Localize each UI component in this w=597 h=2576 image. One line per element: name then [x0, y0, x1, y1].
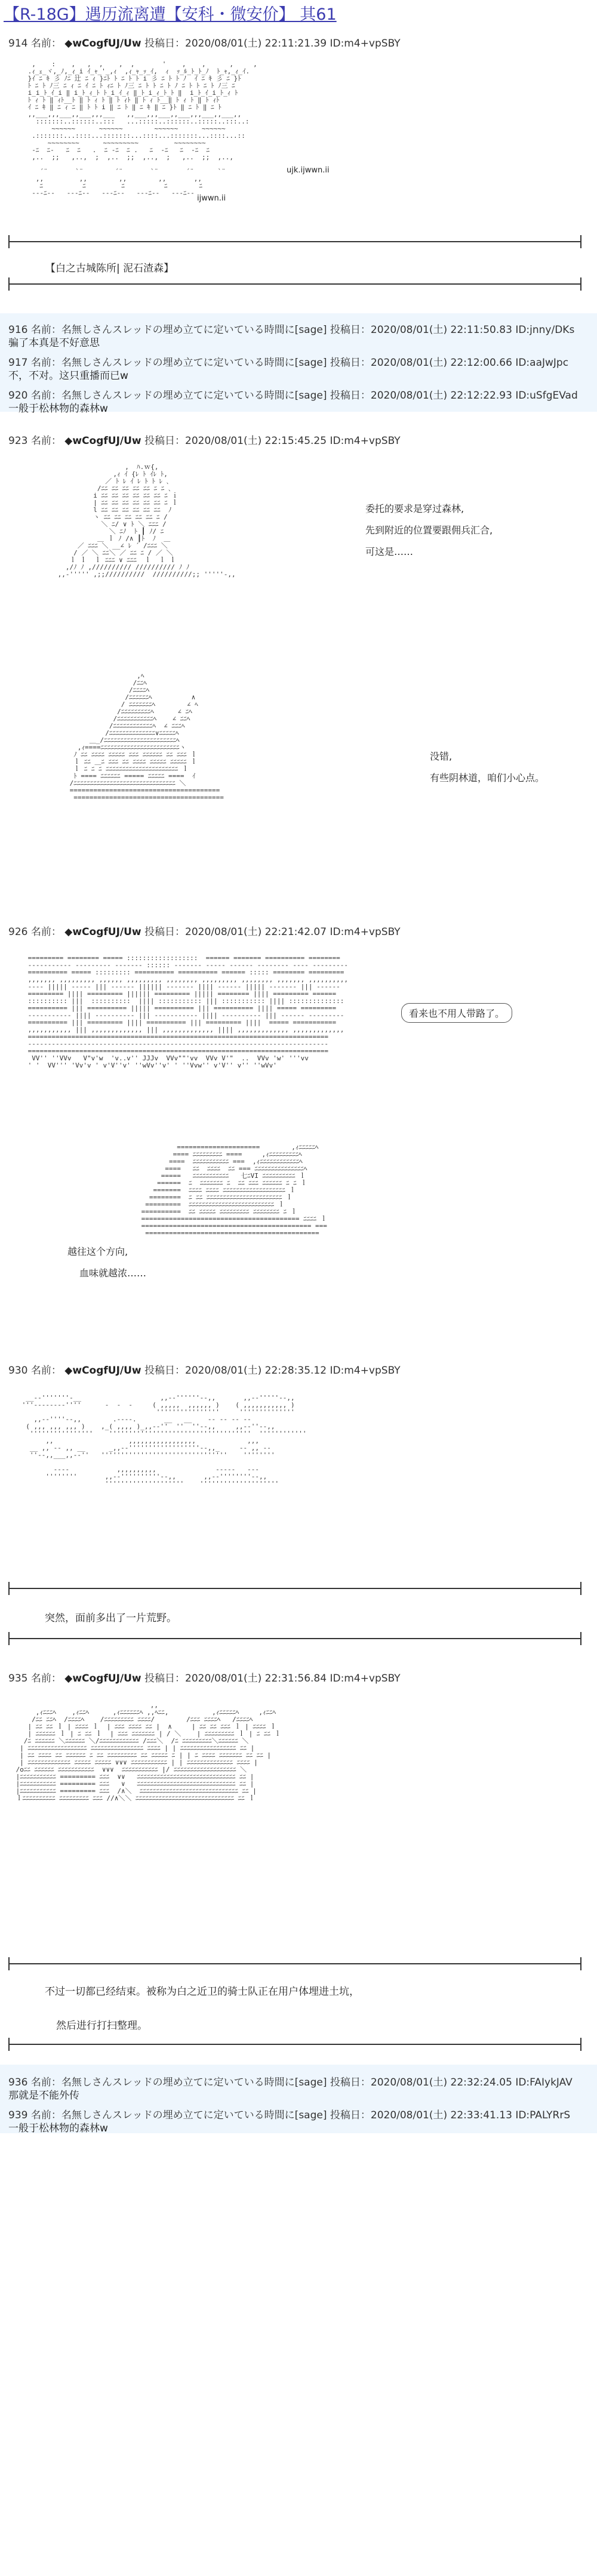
post-header-914: [8, 35, 401, 50]
post-header-923: [8, 432, 401, 447]
ascii-art-character-2: ,ﾍ /ﾆﾆﾍ /ﾆﾆﾆﾆﾍ /ﾆﾆﾆﾆﾆﾆﾍ ∧ / ﾆﾆﾆﾆﾆﾆﾆﾍ ∠ ﾍ /ﾆﾆﾆﾆﾆﾆﾆﾆﾆﾍ ∠ ﾆﾍ /ﾆﾆﾆﾆﾆﾆﾆﾆﾆﾆﾆﾍ ∠ ﾆﾆﾍ /ﾆﾆﾆﾆﾆﾆﾆﾆﾆﾆﾆﾆﾍ ∠ ﾆﾆﾆﾍ /ﾆﾆﾆﾆﾆﾆﾆﾆﾆﾆﾆﾆﾆﾆ∨ﾆﾆﾆﾆﾆﾍ ＿_/ﾆﾆﾆﾆﾆﾆﾆﾆﾆﾆﾆﾆﾆﾆﾆﾆﾆﾆﾆﾆﾆﾆﾍ ,ｨ====ﾆﾆﾆﾆﾆﾆﾆﾆﾆﾆﾆﾆﾆﾆﾆﾆﾆﾆﾆﾆﾆﾆﾆﾆヽ ﾉ ﾆﾆ ﾆﾆﾆﾆ ﾆﾆﾆﾆﾆ ﾆﾆﾆ ﾆﾆﾆﾆﾆﾆ ﾆﾆ ﾆﾆﾆ ｌ ｌ ﾆﾆ ＿ﾆ ﾆﾆﾆ ﾆﾆ ﾆﾆﾆﾆ ﾆﾆﾆﾆﾆ ﾆﾆﾆﾆﾆ ｌ ｌ ﾆ ﾆ ﾆ ﾆﾆﾆﾆﾆﾆﾆﾆﾆﾆﾆﾆﾆﾆﾆﾆﾆﾆﾆﾆﾆﾆ ｌ ﾄ ==== ﾆﾆﾆﾆﾆﾆ ===== ﾆﾆﾆﾆﾆ ==== ｲ /ﾆﾆﾆﾆﾆﾆﾆﾆﾆﾆﾆﾆﾆﾆﾆﾆﾆﾆﾆﾆﾆﾆﾆﾆﾆﾆﾆﾆﾆﾆﾆ ＼ ====================================== ======================================: [69, 672, 224, 801]
speech-a-line3: 可这是……: [365, 546, 414, 557]
comment-header-920: 920 名前：名無しさんスレッドの埋め立てに定いている時間に[sage] 投稿日：2020/08/01(土) 22:12:22.93 ID:uSfgEVad: [8, 390, 578, 402]
divider-tick-left: [8, 1957, 10, 1970]
comment-body-917: 不，不对。这只重播而已w: [8, 370, 128, 382]
post-number: 935: [8, 1673, 28, 1685]
divider: [8, 1588, 581, 1589]
narration-f-line2: 然后进行打扫整理。: [56, 2020, 147, 2032]
divider: [8, 1963, 581, 1964]
post-number: 926: [8, 926, 28, 938]
poster-trip: ◆wCogfUJ/Uw: [64, 38, 141, 50]
post-label: 名前：: [30, 38, 61, 50]
divider-tick-right: [580, 277, 581, 291]
divider-tick-right: [580, 1957, 581, 1970]
speech-d-line2: 血味就越浓……: [79, 1267, 147, 1279]
post-number: 930: [8, 1365, 28, 1377]
ascii-art-castle-town: , : , , , , , ' , , , , .ｨ_ｪ_ヾ,_ﾉ,_ｨ_i ｲ_ｬ_'_,ｨ ,ｨ_ｬ_ｯ_ｲ, ｨ ｯ_ﾙ_ﾄ_ﾄ_ﾉ ﾄ_ｬ,_ｨ_ｲ. }ｲ ﾆ ｷ 彡 ﾉﾆ 辻 ﾆ ｨ }ﾆﾄ ﾄ ﾆ ﾄ ﾄ i 彡 ﾆ ﾄ ﾄ ﾉ ｲ ﾆ ｷ 彡 ﾆ }ﾄ ﾄ ﾆ ﾄ ﾉ三 ﾆ ｨ ﾆ ｲ ﾆ ﾄ ｨﾆ ﾄ ﾉ三 ﾆ ﾄ ﾄ ﾆ ﾄ ﾉ ﾆ ﾄ ﾄ ﾆ ﾄ ﾉ三 ﾆ i_i_ﾄ_ｲ_i ‖ i_ﾄ_ｨ_ﾄ ﾄ_i_ｲ_ｨ ‖_ﾄ_i_ｨ_ﾄ_ﾄ ‖ i_ﾄ_ｲ_i_ﾄ_ｨ ﾄ ﾄ ｨ ﾄ ‖ ｨﾄ__ﾄ ‖ ﾄ ｨ ﾄ ‖ ﾄ ｨﾄ ‖ ﾄ ｨ ﾄ__‖ ﾄ ｨ ﾄ ‖ ﾄ ｨﾄ ｲ ﾆ ｷ ‖ ﾆ ｨ ﾆ ‖ ﾄ ﾄ i ‖ ﾆ ﾄ ‖ ﾆ ｷ ‖ ﾆ }ﾄ ‖ ﾆ ﾄ ‖ ﾆ ﾄ ,,___,,,___,,___,,,___ ,,___,,,___,,___,,,___,,___,, :::::::..::::::..::: ...:::::..::::::..:::::..:::..: ~~~~~~ ~~~~~~ ~~~~~~ ~~~~~~ .:::::::...::::...:::::::...::::...:::::::...::::...:: ~~~~~~~~ ~~~~~~~~~ ~~~~~~~~ -ﾆ ﾆ- ﾆ ﾆ . ﾆ -ﾆ ﾆ . ﾆ -ﾆ ﾆ -ﾆ ﾆ ,.. ;; ,.., ; ,.. ;; ,.., ; ,.. ;; ,.., ´¨ `¨ ´¨ `¨ ´¨ `¨ ,, ,, ,, ,, ,, ﾆ ﾆ ﾆ ﾆ ﾆ ---ﾆ-- ---ﾆ-- ---ﾆ-- ---ﾆ-- ---ﾆ--: [27, 60, 257, 197]
comment-body-920: 一般于松林物的森林w: [8, 403, 108, 415]
poster-trip: ◆wCogfUJ/Uw: [64, 435, 141, 447]
post-meta: 投稿日：2020/08/01(土) 22:21:42.07 ID:m4+vpSBY: [144, 926, 401, 938]
thread-title[interactable]: 【R-18G】遇历流离遭【安科・微安价】 其61: [4, 5, 337, 24]
speech-a-line1: 委托的要求是穿过森林,: [365, 503, 464, 514]
divider: [8, 283, 581, 285]
divider-tick-right: [580, 1632, 581, 1645]
speech-bubble-c: 看来也不用人带路了。: [401, 1003, 512, 1023]
comment-body-939: 一般于松林物的森林w: [8, 2122, 108, 2134]
post-label: 名前：: [30, 435, 61, 447]
divider-tick-left: [8, 1632, 10, 1645]
divider-tick-left: [8, 277, 10, 291]
post-number: 914: [8, 38, 28, 50]
comment-body-916: 骗了本真是不好意思: [8, 337, 100, 349]
comment-header-939: 939 名前：名無しさんスレッドの埋め立てに定いている時間に[sage] 投稿日：2020/08/01(土) 22:33:41.13 ID:PALYRrS: [8, 2109, 571, 2121]
divider-tick-left: [8, 1582, 10, 1595]
divider-tick-right: [580, 1582, 581, 1595]
ascii-art-character-1: , ﾊ.ｗ{, ,ｨ ｲ {ﾚ ﾄ ｲﾚ ﾄ, ／ ﾄ ﾚ ｲ ﾚ ﾄ ﾄ ﾚ ､ /ﾆﾆ ﾆﾆ ﾆﾆ ﾆﾆ ﾆﾆ ﾆ ﾆ ､ i ﾆﾆ ﾆﾆ ﾆﾆ ﾆﾆ ﾆﾆ ﾆﾆ ﾆ ｉ | ﾆﾆ ﾆﾆ ﾆﾆ ﾆﾆ ﾆﾆ ﾆﾆ ﾆ ｌ l ﾆﾆ ﾆﾆ ﾆﾆ ﾆﾆ ﾆﾆ ﾆﾆ ﾉ ヽ ﾆﾆ ﾆﾆ ﾆﾆ ﾆﾆ ﾆﾆ ﾆ / ＼ ﾆ/ ∨ ﾄ ＼ ﾆﾆﾆ / ＼ ﾆﾉ ﾄ ┃ ﾉ/ ﾆ ＿ ｌ ﾉ /∧ ┃ﾄ ﾉ ＿ ／ ﾆﾆﾆ ＼ __∠ ﾚ ´ /ﾆﾆﾆ ＼ / ／ ＼ ﾆﾆ＼ ／ ﾆﾆ ﾆ / ／ ＼ ｌ ｌ ｌ ﾆﾆﾆ ∨ ﾆﾆﾆ ｌ ｌ ｌ ,/ﾉ ﾉ ,////////// ////////// ﾉ ﾉ ,,-''''' ,;;////////// //////////;; '''''-,,: [57, 463, 236, 578]
post-meta: 投稿日：2020/08/01(土) 22:15:45.25 ID:m4+vpSBY: [144, 435, 401, 447]
comment-header-936: 936 名前：名無しさんスレッドの埋め立てに定いている時間に[sage] 投稿日：2020/08/01(土) 22:32:24.05 ID:FAIykJAV: [8, 2077, 573, 2088]
speech-a-line2: 先到附近的位置要跟佣兵汇合,: [365, 525, 493, 536]
comment-header-916: 916 名前：名無しさんスレッドの埋め立てに定いている時間に[sage] 投稿日：2020/08/01(土) 22:11:50.83 ID:jnny/DKs: [8, 324, 575, 336]
post-number: 923: [8, 435, 28, 447]
post-meta: 投稿日：2020/08/01(土) 22:11:21.39 ID:m4+vpSBY: [144, 38, 401, 50]
location-caption: 【白之古城陈所| 泥石渣森】: [45, 263, 174, 274]
divider: [8, 1638, 581, 1639]
ascii-art-forest-scene: ========= ======== ===== :::::::::::::::::: ====== ======= ========== ======== ----------- --------- ------- :::::: ------- ----- ------ -------- ---- --------- ========== ===== ::::::::: ========== ========== ====== ::::: ======== ========= ,,,,,,, ,,,,,,,,, ,,,,,, ,,,,,,,,, ,,,,,,,, ,,,,,,,,, ,,,,,,,, ,,,,,,, ,,,,,,,,,, ---- ||||| ----- ||| ------ |||||| ------- |||| ------ ||||| ------- ||| ------ ========= |||| ========= |||||| ========= ||||| ======== |||| ========= ====== :::::::::: ||| :::::::::: |||| ::::::::::: ||| ::::::::::: |||| :::::::::::::: ========== ||| ========== ||||| ========== ||| ========== |||| ===== ========= ----------- |||| ---------- ||| ----------- |||| ---------- ||| ------ --------- ========== ||| ========= |||| ========== ||| ========= |||| ===== =========== ,,,,,,,,,,, ||| ,,,,,,,,,,,,, ||| ,,,,,,,,,,,,, |||| ,,,,,,,,,,,,, ,,,,,,,,,,,,, ============================================================================ ---------------------------------------------------------------------------- ============================================================================ VV'' ''VVv V"v'w 'v..v'' JJJv VVv""'vv VVv V'" .. VVv 'w' '''vv ' ' VV''' 'Vv'v ' v'V''v' ''wVv''v' ' ''Vvw'' v'V'' v'' ''wVv': [27, 954, 349, 1069]
sign-text-1: ujk.ijwwn.ii: [287, 166, 330, 175]
divider-tick-right: [580, 2038, 581, 2051]
narration-e: 突然，面前多出了一片荒野。: [45, 1612, 177, 1624]
post-header-935: [8, 1670, 401, 1685]
poster-trip: ◆wCogfUJ/Uw: [64, 926, 141, 938]
divider-tick-left: [8, 2038, 10, 2051]
narration-f-line1: 不过一切都已经结束。被称为白之近卫的骑士队正在用户体埋进土坑，: [45, 1986, 359, 1998]
ascii-art-wasteland: __--'''''''-__ ,,--''''''--,, ,,--'''''--,, '''--------'''' - - - ( ,,,,, ,,,,,, ) ( ,,,,,,,,,,, ) '''''''''''''''' '''''''''''''' ,,--''''--,, .----. __ __ -- -- -- -- ( ,,, ,,, ,,, ) ,_( ,,,, )_,,--'' '' ''--,, ,,--''--,, '''''''''''''''' '''''''''''''''''''''''''''''''''''' '''''''''''' ,, ,,,,,,,,,,,,,,,,, ,,, __ ,, -- ,, __ _,,--''''''''''''''''''--,,_ -- ,, -- ''--,,___,,--'' '''''''''''''''''''''''''''''''' '''''''' ---- ,,,,,,,,,, ----- --- '''''''' ,,--''''''''''--,, ,,--''''''''--,, '''''''''''''''''''' '''''''''''''''''''': [21, 1394, 307, 1488]
speech-b-line1: 没错,: [430, 751, 453, 762]
speech-b-line2: 有些阴林道，咱们小心点。: [430, 772, 545, 783]
divider-tick-right: [580, 235, 581, 248]
ascii-art-knights: ,, ,ｨﾆﾆﾆﾍ ,ｨﾆﾆﾍ ,ｨﾆﾆﾆﾆﾆﾆﾍ ,,ﾍﾆﾆ, ,ｨﾆﾆﾆﾆﾆﾍ ,ｨﾆﾆﾍ /ﾆﾆ ﾆﾆﾍ /ﾆﾆﾆﾆﾍ /ﾆﾆﾆﾆﾆﾆﾆﾆﾆ ﾆﾆﾆﾆ/ /ﾆﾆﾆ ﾆﾆﾆﾆﾍ /ﾆﾆﾆﾆﾍ | ﾆﾆ ﾆﾆ ｌ | ﾆﾆﾆﾆ ｌ | ﾆﾆﾆ ﾆﾆﾆﾆ ﾆﾆ | ∧ | ﾆﾆ ﾆﾆ ﾆﾆﾆ ｌ | ﾆﾆﾆﾆ ｌ | ﾆﾆﾆﾆﾆﾆ ｌ | ﾆ ﾆﾆ ｌ | ﾆﾆﾆ ﾆﾆﾆﾆﾆﾆﾆ | / ＼ | ﾆﾆﾆﾆﾆﾆﾆﾆﾆ ｌ | ﾆ ﾆﾆ ｌ /ﾆ ﾆﾆﾆﾆﾆﾆ ＼ﾆﾆﾆﾆﾆﾆ ＼/ﾆﾆﾆﾆﾆﾆﾆﾆﾆﾆﾆﾆ /ﾆﾆﾆ＼ /ﾆ ﾆﾆﾆﾆﾆﾆﾆﾆﾆ＼ﾆﾆﾆﾆﾆﾆ ＼ | ﾆﾆﾆﾆﾆﾆﾆﾆﾆﾆﾆﾆﾆﾆﾆﾆﾆﾆ ﾆﾆﾆﾆﾆﾆﾆﾆﾆﾆﾆﾆﾆﾆﾆﾆ ﾆﾆﾆﾆ | | ﾆﾆﾆﾆﾆﾆﾆﾆﾆﾆﾆﾆﾆﾆﾆﾆﾆ ﾆﾆ | | ﾆﾆ ﾆﾆﾆﾆ ﾆﾆ ﾆﾆﾆﾆﾆﾆ ﾆ ﾆﾆ ﾆﾆﾆﾆﾆﾆﾆﾆﾆ ﾆﾆ ﾆﾆﾆﾆﾆ ﾆ | | ﾆ ﾆﾆﾆﾆ ﾆﾆﾆﾆﾆﾆﾆ ﾆﾆ ﾆﾆ | | ﾆﾆﾆﾆﾆﾆﾆﾆﾆﾆﾆﾆﾆ ﾆﾆﾆﾆﾆ ﾆﾆﾆﾆﾆ ∨∨∨ ﾆﾆﾆﾆﾆﾆﾆﾆﾆﾆﾆ | | ﾆﾆﾆﾆﾆﾆﾆﾆﾆﾆﾆﾆﾆﾆ ﾆﾆﾆﾆ | /oﾆﾆ ﾆﾆﾆﾆﾆﾆ ﾆﾆﾆﾆﾆﾆﾆﾆﾆﾆﾆ ∨∨∨ ﾆﾆﾆﾆﾆﾆﾆﾆﾆﾆﾆ |/ ﾆﾆﾆﾆﾆﾆﾆﾆﾆﾆﾆﾆﾆﾆﾆﾆﾆﾆﾆ ＼ |ﾆﾆﾆﾆﾆﾆﾆﾆﾆﾆﾆ ========= ﾆﾆﾆ ∨∨ ﾆﾆﾆﾆﾆﾆﾆﾆﾆﾆﾆﾆﾆﾆﾆﾆﾆﾆﾆﾆﾆﾆﾆﾆﾆﾆﾆﾆﾆﾆ ﾆﾆ | |ﾆﾆﾆﾆﾆﾆﾆﾆﾆﾆﾆ ========= ﾆﾆﾆ ∨ ﾆﾆﾆﾆﾆﾆﾆﾆﾆﾆﾆﾆﾆﾆﾆﾆﾆﾆﾆﾆﾆﾆﾆﾆﾆﾆﾆﾆﾆﾆ ﾆﾆ | |ﾆﾆﾆﾆﾆﾆﾆﾆﾆﾆﾆ ========= ﾆﾆﾆ /∧＼ ﾆﾆﾆﾆﾆﾆﾆﾆﾆﾆﾆﾆﾆﾆﾆﾆﾆﾆﾆﾆﾆﾆﾆﾆﾆﾆﾆﾆﾆﾆ ﾆﾆ | ｌﾆﾆﾆﾆﾆﾆﾆﾆﾆﾆ ﾆﾆﾆﾆﾆﾆﾆﾆﾆ ﾆﾆﾆ //∧＼＼ ﾆﾆﾆﾆﾆﾆﾆﾆﾆﾆﾆﾆﾆﾆﾆﾆﾆﾆﾆﾆﾆﾆﾆﾆﾆﾆﾆﾆﾆﾆ ﾆﾆ ｌ: [16, 1701, 281, 1802]
post-header-930: [8, 1362, 401, 1377]
divider: [8, 241, 581, 242]
ascii-art-character-3: ===================== ,ｨﾆﾆﾆﾆﾆﾍ ==== ﾆﾆﾆﾆﾆﾆﾆﾆﾆ ==== ,ｨﾆﾆﾆﾆﾆﾆﾆﾆﾆﾍ ==== ﾆﾆﾆﾆﾆﾆﾆﾆﾆﾆﾆ === ,ｨﾆﾆﾆﾆﾆﾆﾆﾆﾆﾆﾆﾆﾍ ==== ﾆﾆ ﾆﾆﾆﾆ ﾆﾆ === ﾆﾆﾆﾆﾆﾆﾆﾆﾆﾆﾆﾆﾆﾆﾆﾍ ===== ﾆﾆﾆﾆﾆﾆﾆﾆﾆﾆﾆ 七ﾆVI ﾆﾆﾆﾆﾆﾆﾆﾆﾆﾆ ｌ ====== ﾆ ﾆﾆﾆﾆﾆﾆﾆ ﾆ ﾆﾆ ﾆﾆﾆ ﾆﾆﾆﾆﾆﾆ ﾆ ﾆ ｌ ======= ﾆﾆﾆﾆ ﾆﾆﾆﾆ ﾆﾆﾆﾆﾆﾆﾆﾆﾆﾆﾆﾆﾆﾆﾆﾆﾆﾆﾆ ｌ ======== ﾆ ﾆﾆ ﾆﾆﾆﾆﾆﾆﾆﾆﾆﾆﾆﾆﾆﾆﾆﾆﾆﾆﾆﾆﾆﾆﾆ ｌ ========= ﾆﾆﾆﾆﾆﾆﾆﾆﾆﾆﾆﾆﾆﾆﾆﾆﾆﾆﾆﾆﾆﾆﾆﾆﾆﾆ ｌ ========== ﾆﾆ ﾆﾆﾆﾆﾆ ﾆﾆﾆﾆﾆﾆﾆﾆﾆ ﾆﾆﾆﾆﾆﾆﾆﾆ ﾆ ｌ ======================================== ﾆﾆﾆﾆ ｌ =========================================== === ============================================: [141, 1143, 327, 1237]
sign-text-2: ijwwn.ii: [197, 194, 226, 203]
post-meta: 投稿日：2020/08/01(土) 22:31:56.84 ID:m4+vpSBY: [144, 1673, 401, 1685]
divider: [8, 2044, 581, 2045]
comment-body-936: 那就是不能外传: [8, 2090, 79, 2102]
post-label: 名前：: [30, 1365, 61, 1377]
post-label: 名前：: [30, 1673, 61, 1685]
speech-d-line1: 越往这个方向,: [67, 1246, 128, 1257]
poster-trip: ◆wCogfUJ/Uw: [64, 1365, 141, 1377]
post-header-926: [8, 923, 401, 938]
divider-tick-left: [8, 235, 10, 248]
post-meta: 投稿日：2020/08/01(土) 22:28:35.12 ID:m4+vpSBY: [144, 1365, 401, 1377]
comment-header-917: 917 名前：名無しさんスレッドの埋め立てに定いている時間に[sage] 投稿日：2020/08/01(土) 22:12:00.66 ID:aaJwJpc: [8, 357, 569, 369]
poster-trip: ◆wCogfUJ/Uw: [64, 1673, 141, 1685]
post-label: 名前：: [30, 926, 61, 938]
